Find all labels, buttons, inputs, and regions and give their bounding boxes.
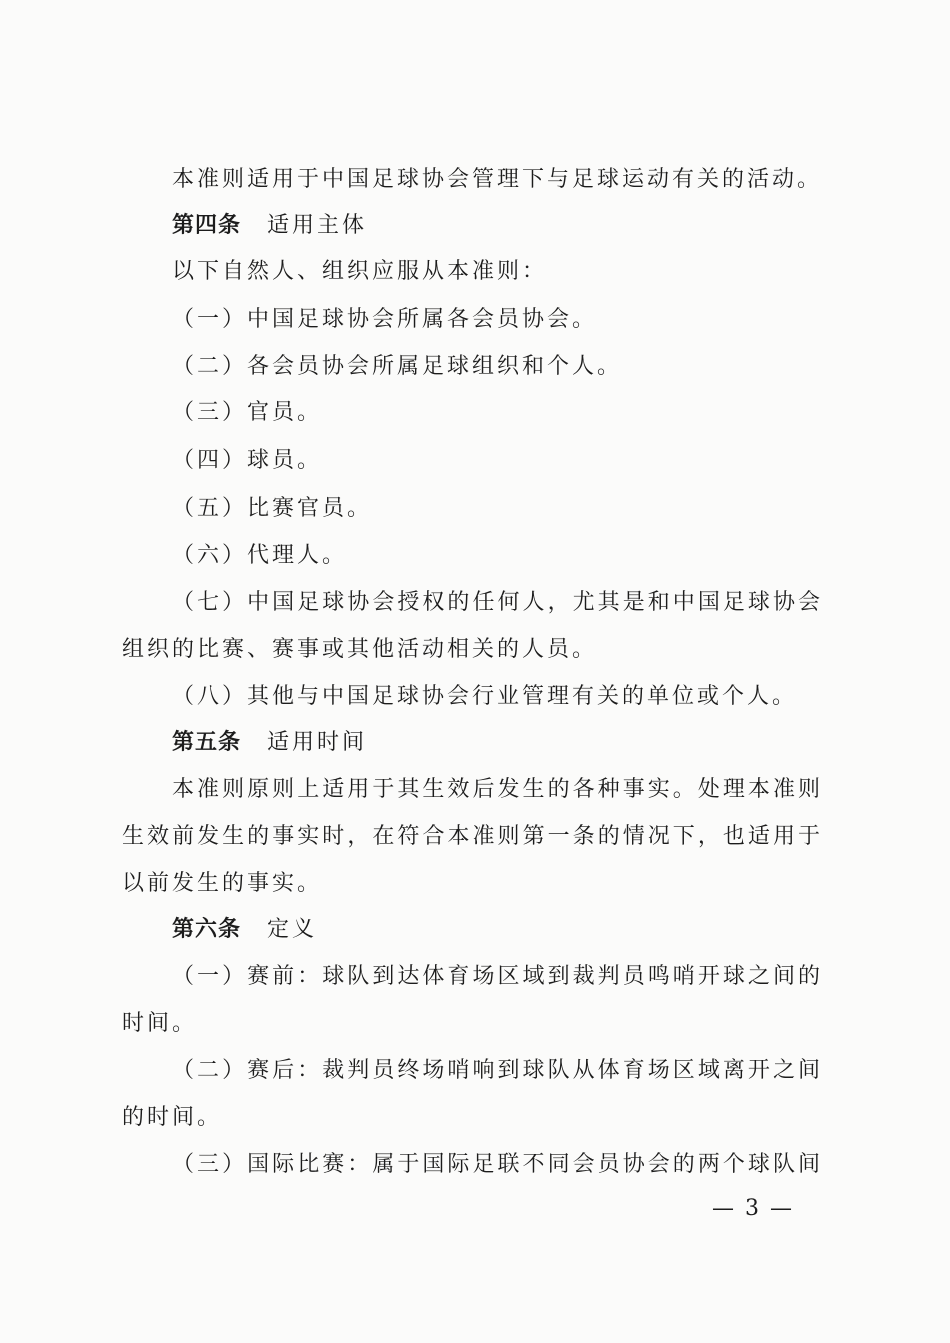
article-title: 适用主体 (267, 213, 368, 238)
list-item: （八）其他与中国足球协会行业管理有关的单位或个人。 (172, 684, 798, 709)
list-item: （二）赛后：裁判员终场哨响到球队从体育场区域离开之间 (172, 1058, 820, 1083)
paragraph-line: 以前发生的事实。 (122, 871, 323, 896)
article-title: 适用时间 (267, 730, 368, 755)
article-title: 定义 (267, 917, 318, 942)
paragraph-line: 生效前发生的事实时，在符合本准则第一条的情况下，也适用于 (122, 824, 820, 849)
list-item: （二）各会员协会所属足球组织和个人。 (172, 354, 623, 379)
list-item: （五）比赛官员。 (172, 496, 373, 521)
article-number: 第五条 (172, 730, 242, 755)
article-number: 第六条 (172, 917, 242, 942)
paragraph-line: 以下自然人、组织应服从本准则： (172, 259, 548, 284)
list-item: （三）国际比赛：属于国际足联不同会员协会的两个球队间 (172, 1152, 820, 1177)
list-item: （一）中国足球协会所属各会员协会。 (172, 307, 598, 332)
article-6-heading (172, 916, 317, 944)
list-item: （三）官员。 (172, 400, 323, 425)
paragraph-line: 本准则原则上适用于其生效后发生的各种事实。处理本准则 (172, 777, 820, 802)
list-item: （七）中国足球协会授权的任何人，尤其是和中国足球协会 (172, 590, 820, 615)
list-item: （四）球员。 (172, 448, 323, 473)
article-5-heading (172, 729, 367, 757)
list-item-continuation: 的时间。 (122, 1105, 223, 1130)
list-item: （一）赛前：球队到达体育场区域到裁判员鸣哨开球之间的 (172, 964, 820, 989)
page-number: — 3 — (712, 1196, 794, 1221)
list-item: （六）代理人。 (172, 543, 348, 568)
list-item-continuation: 时间。 (122, 1011, 198, 1036)
list-item-continuation: 组织的比赛、赛事或其他活动相关的人员。 (122, 637, 598, 662)
paragraph-line: 本准则适用于中国足球协会管理下与足球运动有关的活动。 (172, 167, 823, 192)
article-number: 第四条 (172, 213, 242, 238)
article-4-heading (172, 212, 367, 240)
